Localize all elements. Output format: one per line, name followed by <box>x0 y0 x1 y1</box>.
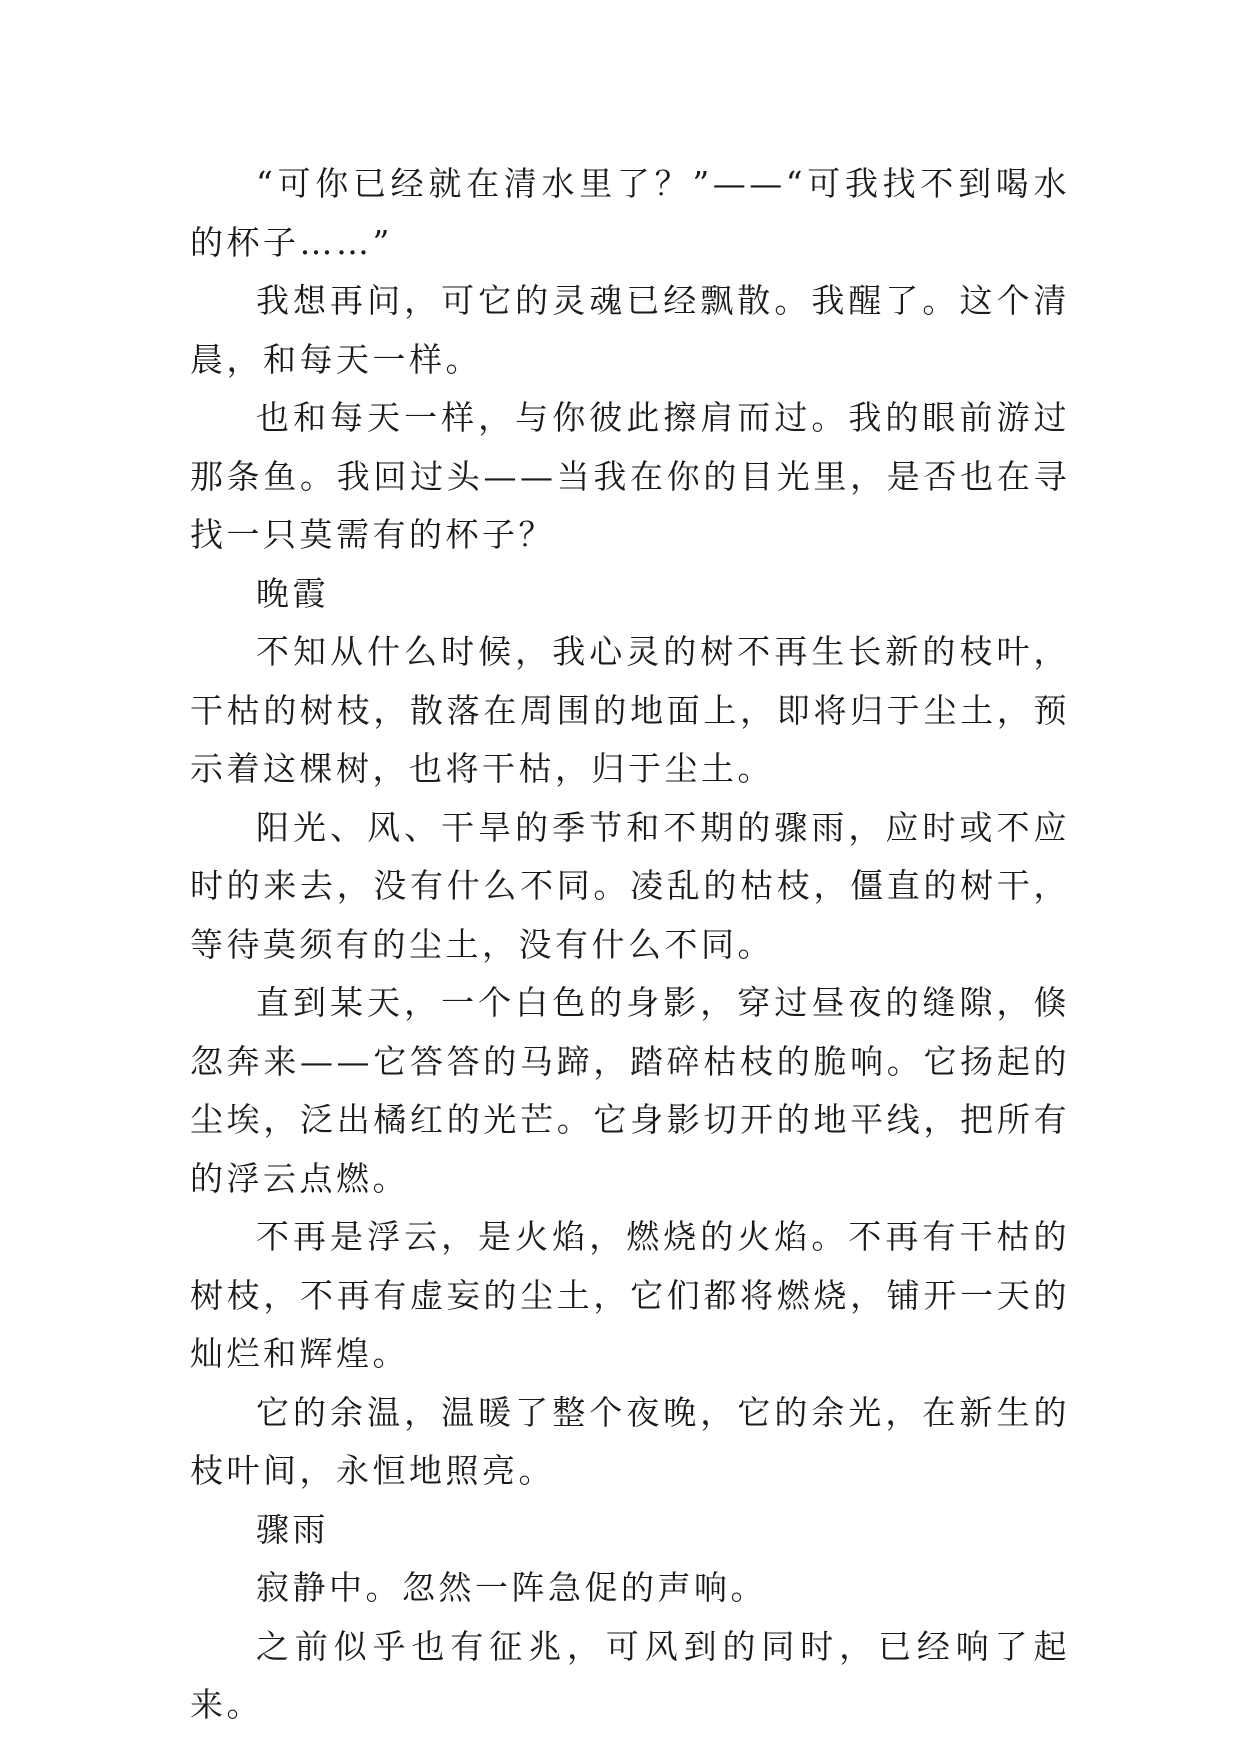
paragraph-6: 直到某天，一个白色的身影，穿过昼夜的缝隙，倏忽奔来——它答答的马蹄，踏碎枯枝的脆响。它扬起的尘埃，泛出橘红的光芒。它身影切开的地平线，把所有的浮云点燃。 <box>190 983 1070 1198</box>
paragraph-5: 阳光、风、干旱的季节和不期的骤雨，应时或不应时的来去，没有什么不同。凌乱的枯枝，僵直的树干，等待莫须有的尘土，没有什么不同。 <box>190 807 1070 964</box>
paragraph-7: 不再是浮云，是火焰，燃烧的火焰。不再有干枯的树枝，不再有虚妄的尘土，它们都将燃烧，铺开一天的灿烂和辉煌。 <box>190 1217 1070 1373</box>
paragraph-3: 也和每天一样，与你彼此擦肩而过。我的眼前游过那条鱼。我回过头——当我在你的目光里，是否也在寻找一只莫需有的杯子？ <box>190 398 1070 554</box>
paragraph-2: 我想再问，可它的灵魂已经飘散。我醒了。这个清晨，和每天一样。 <box>190 281 1070 379</box>
document-body <box>190 155 1070 1735</box>
paragraph-8: 它的余温，温暖了整个夜晚，它的余光，在新生的枝叶间，永恒地照亮。 <box>190 1392 1070 1490</box>
section-heading-wanxia: 晚霞 <box>256 573 329 613</box>
paragraph-4: 不知从什么时候，我心灵的树不再生长新的枝叶，干枯的树枝，散落在周围的地面上，即将归于尘土，预示着这棵树，也将干枯，归于尘土。 <box>190 632 1070 788</box>
paragraph-9: 寂静中。忽然一阵急促的声响。 <box>256 1568 767 1607</box>
section-heading-zhouyu: 骤雨 <box>256 1509 329 1549</box>
paragraph-1: “可你已经就在清水里了？”——“可我找不到喝水的杯子……” <box>190 164 1070 262</box>
paragraph-10: 之前似乎也有征兆，可风到的同时，已经响了起来。 <box>190 1626 1070 1724</box>
